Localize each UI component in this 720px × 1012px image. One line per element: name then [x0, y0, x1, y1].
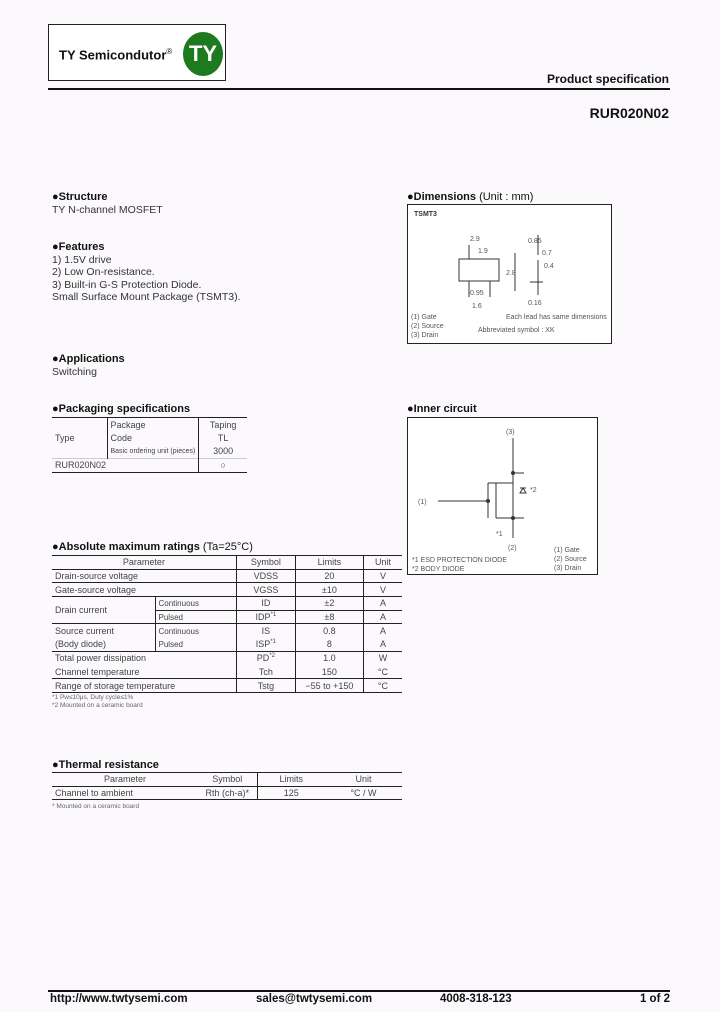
svg-text:0.7: 0.7 — [542, 250, 552, 257]
table-row — [52, 679, 402, 693]
packaging-heading: ●Packaging specifications — [52, 403, 191, 415]
svg-text:(2) Source: (2) Source — [554, 556, 587, 563]
table-cell: Total power dissipation — [55, 653, 147, 664]
svg-text:Abbreviated symbol : XK: Abbreviated symbol : XK — [478, 327, 555, 334]
table-cell: IDP$^{*1}$ — [236, 610, 295, 624]
table-cell: TL — [199, 431, 247, 445]
table-row — [52, 569, 402, 583]
structure-heading: ●Structure — [52, 191, 108, 203]
structure-text: TY N-channel MOSFET — [52, 204, 163, 216]
table-cell: A — [363, 597, 402, 611]
abs-max-table — [52, 555, 402, 693]
table-cell: 125 — [257, 786, 325, 800]
table-row — [52, 665, 402, 679]
table-cell: °C — [363, 679, 402, 693]
table-cell: −55 to +150 — [295, 679, 363, 693]
svg-text:0.16: 0.16 — [528, 300, 542, 307]
svg-text:(2): (2) — [508, 545, 517, 552]
footer-email[interactable]: sales@twtysemi.com — [256, 993, 373, 1005]
table-cell: Taping — [199, 418, 247, 432]
inner-circuit-diagram — [407, 417, 598, 575]
svg-text:*2 BODY DIODE: *2 BODY DIODE — [412, 566, 465, 573]
table-cell: Limits — [257, 773, 325, 787]
dimensions-heading: ●Dimensions (Unit : mm) — [407, 191, 534, 203]
table-cell: 8 — [295, 638, 363, 652]
applications-heading: ●Applications — [52, 353, 125, 365]
table-cell: Gate-source voltage — [55, 584, 137, 595]
table-cell: Basic ordering unit (pieces) — [107, 445, 199, 459]
table-cell: Symbol — [236, 556, 295, 570]
svg-text:1.6: 1.6 — [472, 303, 482, 310]
table-cell: Parameter — [103, 774, 147, 785]
table-cell: ±10 — [295, 583, 363, 597]
table-cell: Channel to ambient — [55, 788, 134, 799]
table-cell: ID — [236, 597, 295, 611]
svg-text:0.4: 0.4 — [544, 263, 554, 270]
header-divider — [48, 88, 670, 90]
svg-text:(2) Source: (2) Source — [411, 323, 444, 330]
table-cell: Channel temperature — [55, 666, 140, 677]
table-cell: 0.8 — [295, 624, 363, 638]
table-cell: Symbol — [212, 774, 243, 785]
features-list — [52, 254, 240, 304]
page-number: 1 of 2 — [639, 993, 670, 1005]
table-cell: RUR020N02 — [55, 460, 107, 471]
table-cell: Parameter — [122, 557, 165, 568]
packaging-table — [52, 417, 247, 473]
svg-text:0.85: 0.85 — [528, 238, 542, 245]
applications-text: Switching — [52, 366, 97, 378]
company-logo — [48, 24, 226, 81]
thermal-heading: ●Thermal resistance — [52, 759, 159, 771]
svg-text:*1 ESD PROTECTION DIODE: *1 ESD PROTECTION DIODE — [412, 557, 507, 564]
svg-text:(3): (3) — [506, 429, 515, 436]
registered-mark: ® — [166, 47, 173, 56]
table-cell: ±2 — [295, 597, 363, 611]
svg-text:*1: *1 — [496, 531, 503, 538]
company-name: TY Semicondutor — [59, 47, 167, 63]
table-cell: 20 — [295, 569, 363, 583]
table-cell: V — [363, 569, 402, 583]
dimensions-drawing: TSMT3 2.9 1.9 0.85 0.7 2.8 0.4 0.95 1.6 0.16 (1) Gate (2) Source (3) Drain Each lead has same dimensions Abbreviated symbol : XK — [407, 204, 612, 344]
table-row — [52, 638, 402, 652]
table-cell: °C — [363, 665, 402, 679]
svg-text:(1) Gate: (1) Gate — [554, 547, 580, 554]
table-cell: A — [363, 610, 402, 624]
table-cell: Unit — [363, 556, 402, 570]
footnote: *1 Pw≤10μs, Duty cycle≤1% — [52, 694, 134, 701]
svg-text:(3) Drain: (3) Drain — [411, 332, 439, 339]
footer-divider — [48, 990, 670, 992]
table-cell: A — [363, 638, 402, 652]
table-cell: Drain-source voltage — [55, 571, 139, 582]
table-cell: PD$^{*2}$ — [236, 651, 295, 665]
footer-url[interactable]: http://www.twtysemi.com — [50, 993, 188, 1005]
table-cell: A — [363, 624, 402, 638]
table-row — [52, 597, 402, 611]
table-cell: ISP$^{*1}$ — [236, 638, 295, 652]
feature-item: 3) Built-in G-S Protection Diode. — [52, 278, 202, 291]
thermal-table — [52, 772, 402, 800]
table-row — [52, 651, 402, 665]
table-cell: Code — [107, 431, 199, 445]
table-cell: Pulsed — [155, 638, 236, 652]
table-cell: W — [363, 651, 402, 665]
inner-circuit-heading: ●Inner circuit — [407, 403, 477, 415]
table-cell: Limits — [295, 556, 363, 570]
table-cell: Continuous — [155, 624, 236, 638]
svg-text:*2: *2 — [530, 487, 537, 494]
table-cell: VDSS — [236, 569, 295, 583]
svg-text:0.95: 0.95 — [470, 290, 484, 297]
table-cell: Drain current — [55, 605, 108, 616]
table-cell: ±8 — [295, 610, 363, 624]
features-heading: ●Features — [52, 241, 105, 253]
table-cell: (Body diode) — [55, 639, 107, 650]
feature-item: 2) Low On-resistance. — [52, 266, 155, 279]
svg-text:(1) Gate: (1) Gate — [411, 314, 437, 321]
table-cell: Source current — [55, 626, 115, 637]
table-cell: 150 — [295, 665, 363, 679]
table-cell: Unit — [355, 774, 372, 785]
table-cell: °C / W — [350, 788, 377, 799]
table-cell: Pulsed — [155, 610, 236, 624]
table-cell: 1.0 — [295, 651, 363, 665]
abs-max-heading: ●Absolute maximum ratings (Ta=25°C) — [52, 541, 253, 553]
svg-text:(3) Drain: (3) Drain — [554, 565, 582, 572]
feature-item: Small Surface Mount Package (TSMT3). — [52, 291, 241, 304]
table-cell: 3000 — [199, 445, 247, 459]
doc-type: Product specification — [546, 72, 669, 86]
svg-text:Each lead has same dimensions: Each lead has same dimensions — [506, 314, 607, 321]
svg-text:2.9: 2.9 — [470, 236, 480, 243]
table-cell: IS — [236, 624, 295, 638]
svg-text:2.8: 2.8 — [506, 270, 516, 277]
table-row — [52, 786, 402, 800]
logo-mark: TY — [183, 32, 223, 76]
table-cell: Tstg — [236, 679, 295, 693]
svg-text:(1): (1) — [418, 499, 427, 506]
table-row — [52, 624, 402, 638]
footnote: *2 Mounted on a ceramic board — [52, 702, 143, 709]
svg-text:1.9: 1.9 — [478, 248, 488, 255]
footnote: * Mounted on a ceramic board — [52, 803, 140, 810]
table-cell: Rth (ch-a)* — [205, 788, 249, 799]
table-cell: Continuous — [155, 597, 236, 611]
table-cell: Tch — [236, 665, 295, 679]
table-cell: Range of storage temperature — [55, 680, 176, 691]
table-cell: Package — [107, 418, 199, 432]
part-number: RUR020N02 — [589, 105, 669, 121]
table-cell: V — [363, 583, 402, 597]
type-label: Type — [55, 433, 75, 444]
feature-item: 1) 1.5V drive — [52, 254, 112, 266]
table-row — [52, 583, 402, 597]
footer-phone: 4008-318-123 — [440, 993, 512, 1005]
table-cell: ○ — [199, 459, 247, 473]
table-cell: VGSS — [236, 583, 295, 597]
